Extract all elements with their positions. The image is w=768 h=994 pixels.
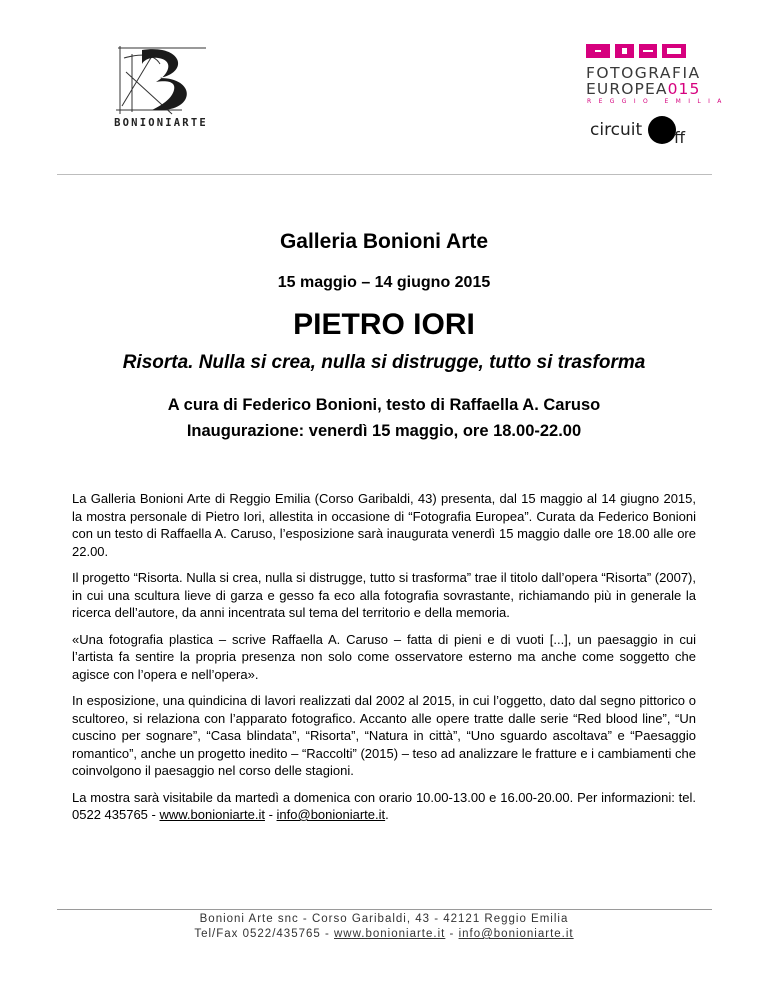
footer-phone: Tel/Fax 0522/435765 - [194,928,334,940]
paragraph-3: «Una fotografia plastica – scrive Raffaella A. Caruso – fatta di pieni e di vuoti [...], un paesaggio in cui l’artista fa sentire la propria presenza non solo come osservatore esterno ma anche come soggetto che agisce con l’opera e nell’opera». [72,631,696,682]
circuit-off-logo-icon [590,116,700,150]
paragraph-5-text: La mostra sarà visitabile da martedì a domenica con orario 10.00-13.00 e 16.00-20.00. Per informazioni: tel. 0522 435765 - [72,789,696,822]
artist-name: PIETRO IORI [293,308,475,341]
footer-website-link[interactable]: www.bonioniarte.it [334,928,446,940]
curator-line: A cura di Federico Bonioni, testo di Raffaella A. Caruso [167,396,601,414]
paragraph-2: Il progetto “Risorta. Nulla si crea, nulla si distrugge, tutto si trasforma” trae il titolo dall’opera “Risorta” (2007), in cui una scultura lieve di garza e gesso fa eco alla fotografia sovrastante, richiamando più in generale la ricerca dell’autore, da anni incentrata sul tema del territorio e della memoria. [72,570,696,620]
footer-contacts [0,928,768,940]
website-link[interactable]: www.bonioniarte.it [159,807,265,822]
gallery-title: Galleria Bonioni Arte [279,230,489,253]
header-divider [57,174,712,175]
press-release-body [72,490,696,833]
footer-email-link[interactable]: info@bonioniarte.it [458,928,574,940]
paragraph-4: In esposizione, una quindicina di lavori realizzati dal 2002 al 2015, in cui l’oggetto, dato dal segno pittorico o scultoreo, si relaziona con l’apparato fotografico. Accanto alle opere tratte dalle serie “Red blood line”, “Un cuscino per sognare”, “Casa blindata”, “Risorta”, “Natura in città”, “Uno sguardo ascoltava” e “Paesaggio romantico”, anche un progetto inedito – “Raccolti” (2015) – teso ad analizzare le fratture e i cambiamenti che coinvolgono il paesaggio nel corso delle stagioni. [72,693,696,778]
circuit-word: circuit [590,120,643,140]
footer-divider [57,909,712,910]
opening-line: Inaugurazione: venerdì 15 maggio, ore 18.00-22.00 [186,422,582,440]
circuit-dot [648,116,676,144]
circuit-ff: ff [674,128,686,147]
paragraph-1: La Galleria Bonioni Arte di Reggio Emilia (Corso Garibaldi, 43) presenta, dal 15 maggio al 14 giugno 2015, la mostra personale di Pietro Iori, allestita in occasione di “Fotografia Europea”. Curata da Federico Bonioni con un testo di Raffaella A. Caruso, l’esposizione sarà inaugurata venerdì 15 maggio dalle ore 18.00 alle ore 22.00. [72,491,696,559]
footer-separator: - [445,928,459,940]
exhibition-subtitle: Risorta. Nulla si crea, nulla si distrugge, tutto si trasforma [122,352,646,373]
paragraph-5 [72,789,696,824]
exhibition-dates: 15 maggio – 14 giugno 2015 [277,274,491,291]
fe-logo-europea: EUROPEA [586,80,668,98]
footer-address: Bonioni Arte snc - Corso Garibaldi, 43 - 42121 Reggio Emilia [199,913,569,925]
bonioniarte-logo-text: BONIONIARTE [114,117,208,129]
paragraph-5-end: . [385,807,389,822]
fe-logo-line2 [586,80,700,98]
email-link[interactable]: info@bonioniarte.it [276,807,386,822]
fotografia-europea-logo [586,44,729,105]
fe-logo-city: REGGIO EMILIA [587,98,729,105]
fe-logo-line1: FOTOGRAFIA [586,64,701,82]
fotografia-europea-logo-icon [586,44,686,62]
fe-logo-year: 015 [667,80,701,98]
link-separator: - [264,807,277,822]
